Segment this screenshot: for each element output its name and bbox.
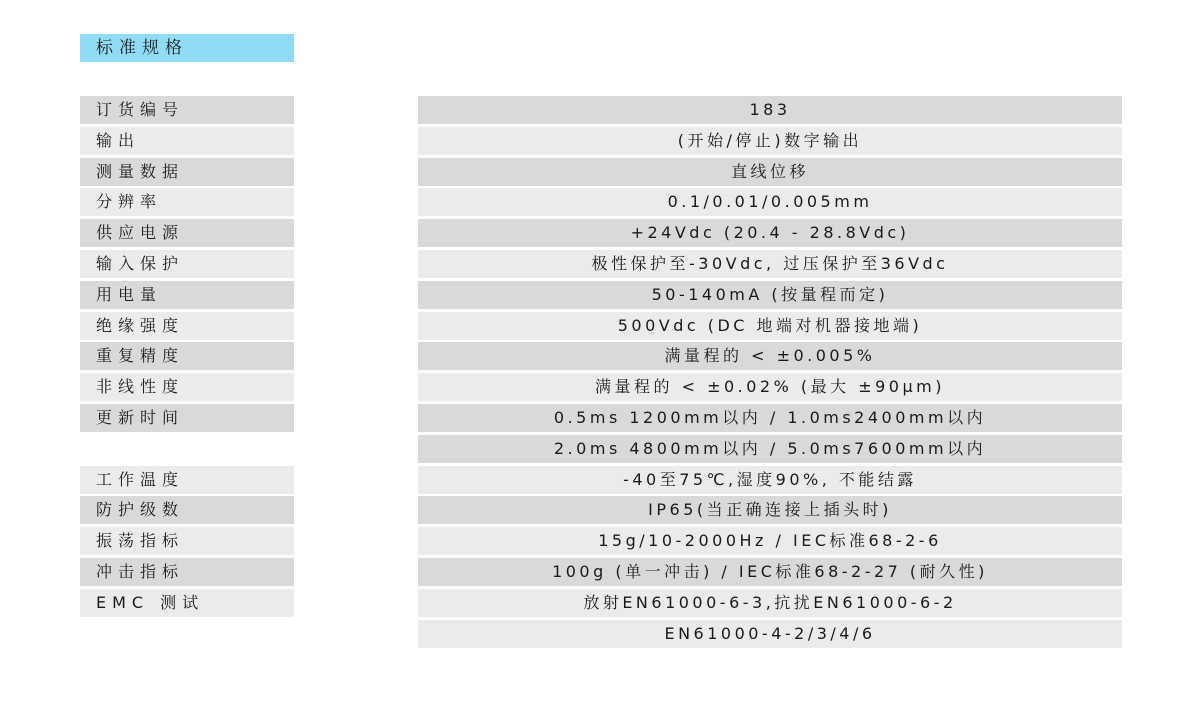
spec-label-order-number: 订货编号 [80,96,294,124]
spec-value-emc-test-2: EN61000-4-2/3/4/6 [418,620,1122,648]
spec-label-repeatability: 重复精度 [80,342,294,370]
spec-value-order-number: 183 [418,96,1122,124]
spec-value-operating-temp: -40至75℃,湿度90%, 不能结露 [418,466,1122,494]
spec-value-measured-data: 直线位移 [418,158,1122,186]
spec-label-nonlinearity: 非线性度 [80,373,294,401]
spec-label-update-time: 更新时间 [80,404,294,432]
spec-label-operating-temp: 工作温度 [80,466,294,494]
spec-label-emc-test: EMC 测试 [80,589,294,617]
spec-label-protection-class: 防护级数 [80,496,294,524]
spec-label-output: 输出 [80,127,294,155]
spec-label-shock: 冲击指标 [80,558,294,586]
spec-value-power-supply: +24Vdc (20.4 - 28.8Vdc) [418,219,1122,247]
spec-value-update-time-1: 0.5ms 1200mm以内 / 1.0ms2400mm以内 [418,404,1122,432]
spec-label-power-consumption: 用电量 [80,281,294,309]
spec-value-update-time-2: 2.0ms 4800mm以内 / 5.0ms7600mm以内 [418,435,1122,463]
spec-value-column [418,96,1122,650]
spec-label-column [80,96,294,620]
spec-label-vibration: 振荡指标 [80,527,294,555]
spec-label-resolution: 分辨率 [80,188,294,216]
spec-value-resolution: 0.1/0.01/0.005mm [418,188,1122,216]
spec-value-nonlinearity: 满量程的 < ±0.02% (最大 ±90μm) [418,373,1122,401]
spec-value-repeatability: 满量程的 < ±0.005% [418,342,1122,370]
spec-value-power-consumption: 50-140mA (按量程而定) [418,281,1122,309]
spec-label-measured-data: 测量数据 [80,158,294,186]
spec-value-input-protection: 极性保护至-30Vdc, 过压保护至36Vdc [418,250,1122,278]
spec-label-insulation: 绝缘强度 [80,312,294,340]
spec-label-spacer [80,435,294,463]
spec-label-power-supply: 供应电源 [80,219,294,247]
spec-value-protection-class: IP65(当正确连接上插头时) [418,496,1122,524]
spec-value-output: (开始/停止)数字输出 [418,127,1122,155]
section-title: 标准规格 [80,34,294,62]
spec-value-insulation: 500Vdc (DC 地端对机器接地端) [418,312,1122,340]
spec-value-emc-test-1: 放射EN61000-6-3,抗扰EN61000-6-2 [418,589,1122,617]
spec-value-shock: 100g (单一冲击) / IEC标准68-2-27 (耐久性) [418,558,1122,586]
spec-label-input-protection: 输入保护 [80,250,294,278]
spec-value-vibration: 15g/10-2000Hz / IEC标准68-2-6 [418,527,1122,555]
